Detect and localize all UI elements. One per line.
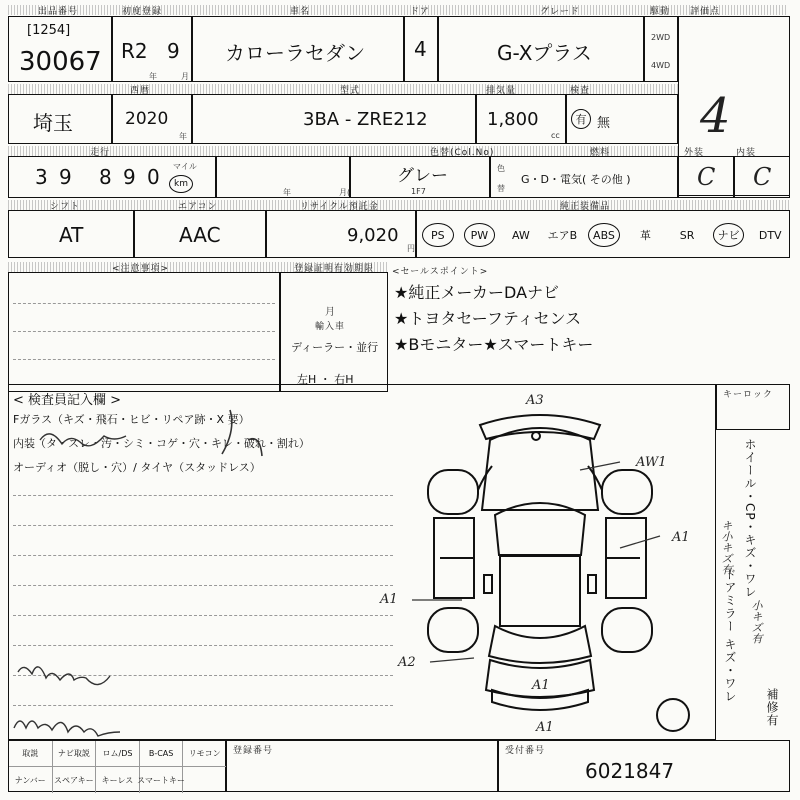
model-code: 3BA - ZRE212 [303,109,428,130]
inspector-line-2: 内装（タ・スレ・汚・シミ・コゲ・穴・キレ・破れ・割れ） [13,437,310,450]
car-rear-bumper [492,690,588,710]
label-notes: <注意事項> [112,264,170,274]
label-model: 型式 [340,86,361,96]
sales-point-1: ★純正メーカーDAナビ [394,283,560,302]
label-model-year: 西暦 [130,86,151,96]
label-interior-grade: 内装 [736,148,757,158]
label-fuel: 燃料 [590,148,611,158]
model-year-unit: 年 [179,132,187,141]
equipment-item-0: PS [422,223,454,247]
displacement-unit: cc [551,131,560,140]
receipt-box [498,740,790,792]
inspector-line-3: オーディオ（脱し・穴）/ タイヤ（スタッドレス） [13,461,261,474]
right-column-2: ドアミラー キズ・ワレ [723,568,737,703]
label-mileage: 走行 [90,148,111,158]
equipment-item-6: SR [679,228,695,242]
import-type: ディーラー・並行 [291,341,379,354]
displacement-value: 1,800 [487,109,539,130]
car-roof [500,556,580,626]
label-inspection: 検査 [570,86,591,96]
equipment-item-8: DTV [758,228,782,242]
pointer-a2 [430,658,474,662]
doc-no-box [226,740,498,792]
label-displacement: 排気量 [486,86,517,96]
fuel-value: G・D・電気( その他 ) [521,173,631,186]
accessory-2: ロム/DS [96,741,140,767]
color-date-month: 月( [339,188,351,197]
equipment-item-2: AW [511,228,530,242]
car-rear-right-tyre [602,608,652,652]
damage-mark-a3: A3 [526,393,544,408]
car-emblem [532,432,540,440]
car-rear-left-tyre [428,608,478,652]
car-right-mirror [588,575,596,593]
damage-mark-a2: A2 [398,655,416,670]
equipment-item-7: ナビ [713,223,745,247]
label-recycle: リサイクル預託金 [300,202,379,212]
receipt-number: 6021847 [585,759,675,783]
accessory-3: B-CAS [140,741,184,767]
damage-mark-aw1: AW1 [636,455,667,470]
car-front-left-tyre [428,470,478,514]
car-hood [482,428,598,510]
pointer-a1-right [620,536,660,548]
mileage-digit-1: 3 [35,165,48,189]
region-value: 埼玉 [33,111,73,135]
color-name: グレー [397,166,448,186]
label-grade: グレード [540,7,581,17]
exterior-grade-value: C [697,163,716,191]
equipment-item-4: ABS [588,223,620,247]
accessory-4: リモコン [183,741,227,767]
mileage-digit-5: 0 [147,165,160,189]
color-label-a: 色 [497,164,505,173]
accessory-6: スペアキー [53,767,97,793]
car-left-doors [434,518,474,598]
damage-mark-a1-right: A1 [672,530,690,545]
label-receipt-no: 受付番号 [505,746,546,756]
accessory-1: ナビ取説 [53,741,97,767]
score-hand: 4 [700,88,731,144]
model-year-value: 2020 [125,109,169,129]
registration-month: 月 [325,307,335,318]
aircon-value: AAC [179,223,221,247]
equipment-item-5: 革 [640,229,652,242]
label-shift: シフト [50,202,81,212]
color-code: 1F7 [411,187,426,196]
accessory-0: 取説 [9,741,53,767]
recycle-fee: 9,020 [347,225,399,246]
sales-point-3: ★Bモニター★スマートキー [394,335,594,354]
label-score: 評価点 [690,7,721,17]
mileage-unit: km [169,175,193,193]
color-label-b: 替 [497,184,505,193]
inspection-no: 無 [597,116,611,131]
first-reg-month: 9 [167,39,180,63]
label-color-no: 色替(Col.No) [430,148,495,158]
first-reg-era: R2 [121,39,148,63]
car-front-right-tyre [602,470,652,514]
car-right-doors [606,518,646,598]
label-car-name: 車名 [290,7,311,17]
grade-value: G-Xプラス [497,41,592,65]
label-exterior-grade: 外装 [684,148,705,158]
equipment-item-1: PW [464,223,496,247]
mileage-alt-unit: マイル [173,162,197,171]
equipment-item-3: エアB [547,229,578,242]
right-column-1: ホイール・CP・キズ・ワレ [743,438,757,599]
car-name: カローラセダン [225,41,366,65]
drive-2wd: 2WD [651,33,671,42]
hand-note-1: キ小キズ有 [720,520,733,575]
damage-mark-a1-trunk: A1 [532,678,550,693]
year-unit: 年 [149,72,157,81]
label-doc-no: 登録番号 [233,746,274,756]
mileage-digit-4: 9 [123,165,136,189]
damage-mark-a1-left: A1 [380,592,398,607]
hand-note-2: 小キズ有 [750,600,763,644]
label-first-reg: 初度登録 [122,7,163,17]
color-date-year: 年 [283,188,291,197]
steering-value: 左H ・ 右H [297,373,354,386]
label-equipment: 純正装備品 [560,202,611,212]
lot-number: 30067 [19,47,102,77]
shift-value: AT [59,223,84,247]
inspection-yes: 有 [571,109,591,129]
lot-code: [1254] [27,23,71,38]
label-door: ドア [410,7,430,17]
month-unit: 月 [181,72,189,81]
sales-point-2: ★トヨタセーフティセンス [394,309,582,328]
damage-pointer-lines [412,462,660,662]
pointer-aw1 [580,462,620,470]
drive-4wd: 4WD [651,61,671,70]
accessory-8: スマートキー [140,767,184,793]
right-column-3: 補修有 [765,688,779,727]
label-import: 輸入車 [315,322,346,332]
mileage-digit-3: 8 [99,165,112,189]
label-sales-points: <セールスポイント> [392,267,489,277]
accessory-7: キーレス [96,767,140,793]
damage-mark-a1-bumper: A1 [536,720,554,735]
car-rear-window [489,626,591,663]
inspector-title: < 検査員記入欄 > [13,393,122,408]
car-spare-wheel [657,699,689,731]
door-count: 4 [414,37,427,61]
interior-grade-value: C [753,163,772,191]
label-aircon: エアコン [178,202,218,212]
label-lot-no: 出品番号 [38,7,79,17]
label-drive: 駆動 [650,7,671,17]
mileage-digit-2: 9 [59,165,72,189]
recycle-unit: 円 [407,244,415,253]
inspector-line-1: Fガラス（キズ・飛石・ヒビ・リペア跡・X 要） [13,413,250,426]
accessory-5: ナンバー [9,767,53,793]
label-key-lock: キーロック [723,390,773,400]
label-registration: 登録証明有効期限 [294,264,375,274]
car-left-mirror [484,575,492,593]
accessories-box [8,740,226,792]
